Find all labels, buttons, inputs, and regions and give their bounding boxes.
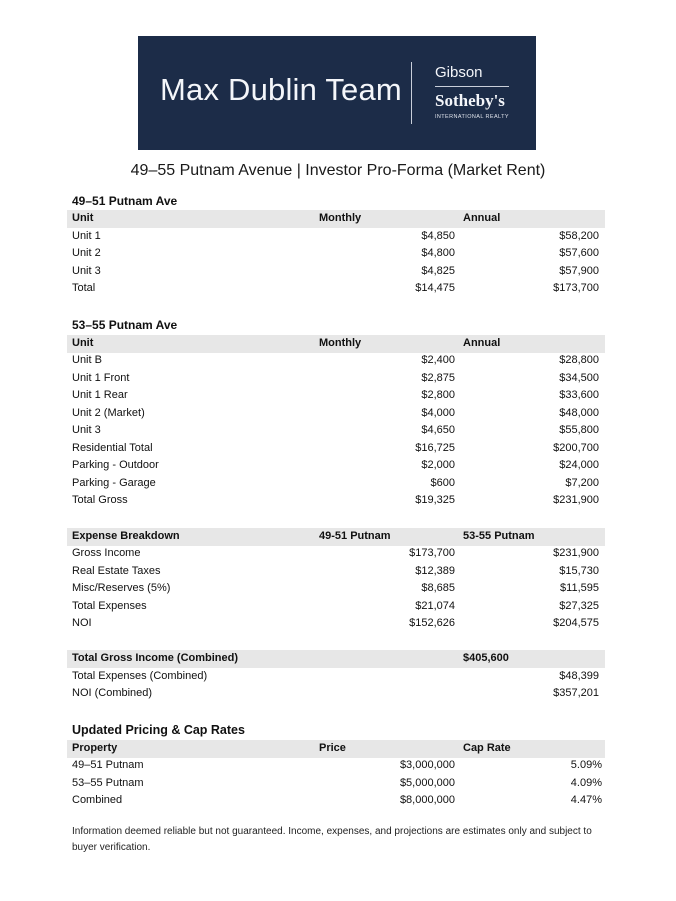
table-row bbox=[67, 457, 605, 475]
header-49-51-putnam: 49-51 Putnam bbox=[319, 530, 391, 542]
property-label: 49–51 Putnam bbox=[72, 759, 144, 771]
monthly-value: $2,875 bbox=[421, 372, 455, 384]
pricing-header bbox=[67, 740, 605, 758]
monthly-value: $4,850 bbox=[421, 230, 455, 242]
table-row bbox=[67, 245, 605, 263]
unit-label: Total bbox=[72, 282, 96, 294]
value-49-51: $173,700 bbox=[409, 547, 455, 559]
combined-label: NOI (Combined) bbox=[72, 687, 153, 699]
unit-label: Unit 1 bbox=[72, 230, 101, 242]
annual-value: $231,900 bbox=[553, 494, 599, 506]
combined-value: $48,399 bbox=[559, 670, 599, 682]
combined-value: $357,201 bbox=[553, 687, 599, 699]
value-53-55: $15,730 bbox=[559, 565, 599, 577]
table-row bbox=[67, 475, 605, 493]
monthly-value: $16,725 bbox=[415, 442, 455, 454]
annual-value: $173,700 bbox=[553, 282, 599, 294]
annual-value: $33,600 bbox=[559, 389, 599, 401]
cap-rate-value: 4.47% bbox=[570, 794, 602, 806]
unit-label: Unit 1 Front bbox=[72, 372, 130, 384]
team-logo-banner bbox=[138, 36, 536, 150]
combined-label: Total Expenses (Combined) bbox=[72, 670, 208, 682]
table-row bbox=[67, 563, 605, 581]
header-expense-breakdown: Expense Breakdown bbox=[72, 530, 180, 542]
header-annual: Annual bbox=[463, 212, 501, 224]
annual-value: $48,000 bbox=[559, 407, 599, 419]
monthly-value: $2,800 bbox=[421, 389, 455, 401]
monthly-value: $4,650 bbox=[421, 424, 455, 436]
value-49-51: $8,685 bbox=[421, 582, 455, 594]
value-53-55: $204,575 bbox=[553, 617, 599, 629]
monthly-value: $19,325 bbox=[415, 494, 455, 506]
section-title-49-51: 49–51 Putnam Ave bbox=[72, 194, 178, 208]
table-row bbox=[67, 422, 605, 440]
combined-header bbox=[67, 650, 605, 668]
table-row bbox=[67, 370, 605, 388]
table-row bbox=[67, 757, 605, 775]
cap-rate-value: 4.09% bbox=[570, 777, 602, 789]
table-row bbox=[67, 775, 605, 793]
unit-label: Unit 2 (Market) bbox=[72, 407, 145, 419]
monthly-value: $14,475 bbox=[415, 282, 455, 294]
table-header bbox=[67, 335, 605, 353]
brand-main: Sotheby's bbox=[435, 91, 505, 110]
price-value: $8,000,000 bbox=[399, 794, 455, 806]
table-row bbox=[67, 580, 605, 598]
table-row bbox=[67, 387, 605, 405]
monthly-value: $4,800 bbox=[421, 247, 455, 259]
table-row bbox=[67, 668, 605, 686]
table-row bbox=[67, 492, 605, 510]
annual-value: $200,700 bbox=[553, 442, 599, 454]
annual-value: $57,900 bbox=[559, 265, 599, 277]
expense-label: Gross Income bbox=[72, 547, 141, 559]
header-cap-rate: Cap Rate bbox=[463, 742, 511, 754]
monthly-value: $2,000 bbox=[421, 459, 455, 471]
brand-sub: INTERNATIONAL REALTY bbox=[435, 114, 509, 120]
header-annual: Annual bbox=[463, 337, 501, 349]
header-unit: Unit bbox=[72, 337, 94, 349]
combined-gross-value: $405,600 bbox=[463, 652, 509, 664]
team-name: Max Dublin Team bbox=[160, 72, 402, 107]
header-monthly: Monthly bbox=[319, 212, 362, 224]
cap-rate-value: 5.09% bbox=[570, 759, 602, 771]
disclaimer: Information deemed reliable but not guaranteed. Income, expenses, and projections are estimates only and subject to buyer verification. bbox=[72, 826, 592, 853]
logo-divider bbox=[411, 62, 412, 124]
table-row bbox=[67, 792, 605, 810]
expense-label: Total Expenses bbox=[72, 600, 147, 612]
brand-top: Gibson bbox=[435, 64, 483, 81]
value-53-55: $27,325 bbox=[559, 600, 599, 612]
header-53-55-putnam: 53-55 Putnam bbox=[463, 530, 535, 542]
value-49-51: $152,626 bbox=[409, 617, 455, 629]
expense-label: Misc/Reserves (5%) bbox=[72, 582, 171, 594]
document-title: 49–55 Putnam Avenue | Investor Pro-Forma (Market Rent) bbox=[130, 162, 546, 179]
table-row bbox=[67, 615, 605, 633]
property-label: 53–55 Putnam bbox=[72, 777, 144, 789]
header-unit: Unit bbox=[72, 212, 94, 224]
expense-label: NOI bbox=[72, 617, 92, 629]
expense-label: Real Estate Taxes bbox=[72, 565, 161, 577]
unit-label: Unit B bbox=[72, 354, 102, 366]
brand-rule bbox=[435, 86, 509, 87]
header-price: Price bbox=[319, 742, 346, 754]
value-49-51: $21,074 bbox=[415, 600, 455, 612]
unit-label: Unit 3 bbox=[72, 265, 101, 277]
table-row bbox=[67, 352, 605, 370]
annual-value: $55,800 bbox=[559, 424, 599, 436]
section-title-pricing: Updated Pricing & Cap Rates bbox=[72, 723, 245, 737]
table-row bbox=[67, 228, 605, 246]
unit-label: Parking - Garage bbox=[72, 477, 156, 489]
annual-value: $7,200 bbox=[565, 477, 599, 489]
value-49-51: $12,389 bbox=[415, 565, 455, 577]
unit-label: Parking - Outdoor bbox=[72, 459, 159, 471]
price-value: $3,000,000 bbox=[399, 759, 455, 771]
table-row bbox=[67, 545, 605, 563]
table-row bbox=[67, 263, 605, 281]
combined-gross-label: Total Gross Income (Combined) bbox=[72, 652, 239, 664]
value-53-55: $11,595 bbox=[560, 582, 599, 594]
section-title-53-55: 53–55 Putnam Ave bbox=[72, 318, 178, 332]
unit-label: Unit 3 bbox=[72, 424, 101, 436]
annual-value: $34,500 bbox=[559, 372, 599, 384]
value-53-55: $231,900 bbox=[553, 547, 599, 559]
table-row bbox=[67, 440, 605, 458]
table-row bbox=[67, 598, 605, 616]
unit-label: Unit 1 Rear bbox=[72, 389, 128, 401]
monthly-value: $4,000 bbox=[421, 407, 455, 419]
header-property: Property bbox=[72, 742, 118, 754]
unit-label: Total Gross bbox=[72, 494, 128, 506]
price-value: $5,000,000 bbox=[399, 777, 455, 789]
property-label: Combined bbox=[72, 794, 123, 806]
monthly-value: $4,825 bbox=[421, 265, 455, 277]
table-row bbox=[67, 405, 605, 423]
monthly-value: $600 bbox=[430, 477, 455, 489]
table-row bbox=[67, 280, 605, 298]
unit-label: Unit 2 bbox=[72, 247, 101, 259]
unit-label: Residential Total bbox=[72, 442, 153, 454]
annual-value: $24,000 bbox=[559, 459, 599, 471]
table-header bbox=[67, 210, 605, 228]
annual-value: $28,800 bbox=[559, 354, 599, 366]
expense-header bbox=[67, 528, 605, 546]
header-monthly: Monthly bbox=[319, 337, 362, 349]
monthly-value: $2,400 bbox=[421, 354, 455, 366]
annual-value: $58,200 bbox=[559, 230, 599, 242]
table-row bbox=[67, 685, 605, 703]
annual-value: $57,600 bbox=[559, 247, 599, 259]
